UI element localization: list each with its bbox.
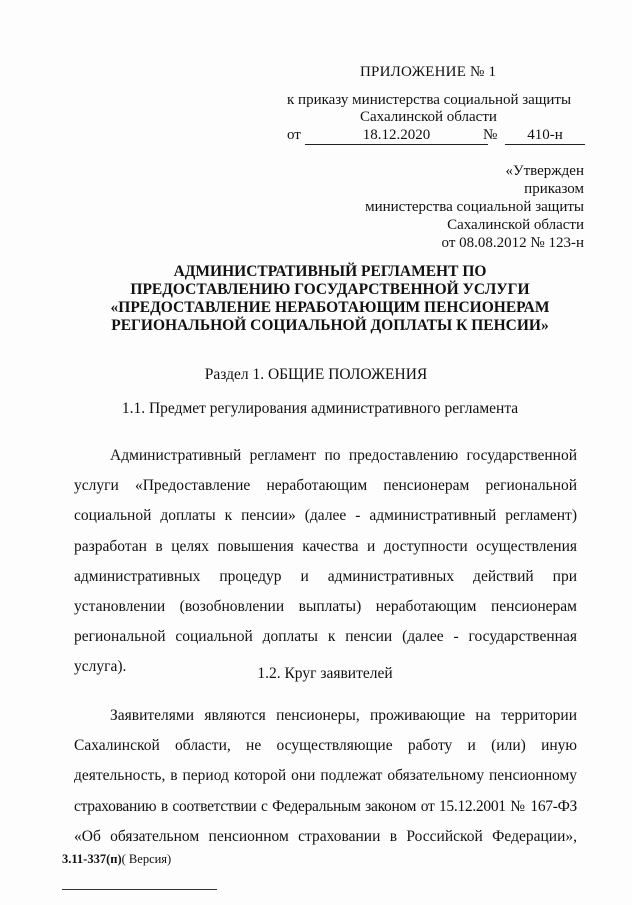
approval-line: «Утвержден bbox=[505, 163, 584, 179]
document-heading bbox=[40, 263, 620, 335]
paragraph-line: административных процедур и административных действий при bbox=[74, 567, 577, 585]
paragraph-line: услуги «Предоставление неработающим пенсионерам региональной bbox=[74, 477, 577, 495]
footer-code: 3.11-337(п) bbox=[62, 852, 122, 866]
subsection-title: 1.2. Круг заявителей bbox=[257, 665, 393, 682]
subsection-title: 1.1. Предмет регулирования административного регламента bbox=[121, 400, 519, 417]
number-label: № bbox=[483, 127, 498, 143]
paragraph-regulation-subject bbox=[74, 441, 577, 683]
paragraph-line: «Об обязательном пенсионном страховании в Российской Федерации», bbox=[74, 827, 577, 845]
heading-line: ПРЕДОСТАВЛЕНИЮ ГОСУДАРСТВЕННОЙ УСЛУГИ bbox=[130, 281, 530, 298]
annex-order-reference: к приказу министерства социальной защиты bbox=[287, 92, 572, 108]
footer-divider bbox=[62, 889, 217, 890]
order-date: 18.12.2020 bbox=[305, 127, 488, 145]
order-number: 410-н bbox=[505, 127, 585, 145]
section-title: Раздел 1. ОБЩИЕ ПОЛОЖЕНИЯ bbox=[204, 366, 428, 383]
heading-line: АДМИНИСТРАТИВНЫЙ РЕГЛАМЕНТ ПО bbox=[173, 263, 487, 280]
paragraph-line: социальной доплаты к пенсии» (далее - административный регламент) bbox=[74, 507, 577, 525]
paragraph-line: услуга). bbox=[74, 658, 127, 676]
heading-line: РЕГИОНАЛЬНОЙ СОЦИАЛЬНОЙ ДОПЛАТЫ К ПЕНСИИ» bbox=[111, 317, 549, 334]
paragraph-line: Административный регламент по предоставлению государственной bbox=[110, 447, 577, 464]
heading-line: «ПРЕДОСТАВЛЕНИЕ НЕРАБОТАЮЩИМ ПЕНСИОНЕРАМ bbox=[110, 299, 550, 316]
paragraph-line: разработан в целях повышения качества и доступности осуществления bbox=[74, 537, 577, 555]
paragraph-line: установлении (возобновлении выплаты) неработающим пенсионерам bbox=[74, 598, 577, 616]
approval-line: министерства социальной защиты bbox=[365, 199, 584, 215]
approval-line: приказом bbox=[524, 181, 584, 197]
paragraph-applicants bbox=[74, 701, 577, 852]
paragraph-line: Заявителями являются пенсионеры, проживающие на территории bbox=[110, 707, 577, 724]
footer-version: ( Версия) bbox=[121, 852, 172, 866]
annex-region: Сахалинской области bbox=[360, 109, 497, 125]
approval-block bbox=[365, 162, 584, 252]
paragraph-line: страхованию в соответствии с Федеральным законом от 15.12.2001 № 167-ФЗ bbox=[74, 797, 577, 815]
paragraph-line: региональной социальной доплаты к пенсии (далее - государственная bbox=[74, 628, 577, 646]
paragraph-line: деятельность, в период которой они подлежат обязательному пенсионному bbox=[74, 767, 577, 785]
approval-line: от 08.08.2012 № 123-н bbox=[441, 235, 584, 251]
paragraph-line: Сахалинской области, не осуществляющие работу и (или) иную bbox=[74, 737, 577, 755]
from-label: от bbox=[287, 127, 301, 143]
annex-date-row bbox=[287, 127, 587, 147]
approval-line: Сахалинской области bbox=[447, 217, 584, 233]
annex-title: ПРИЛОЖЕНИЕ № 1 bbox=[360, 64, 497, 80]
footer-document-code bbox=[62, 852, 171, 867]
